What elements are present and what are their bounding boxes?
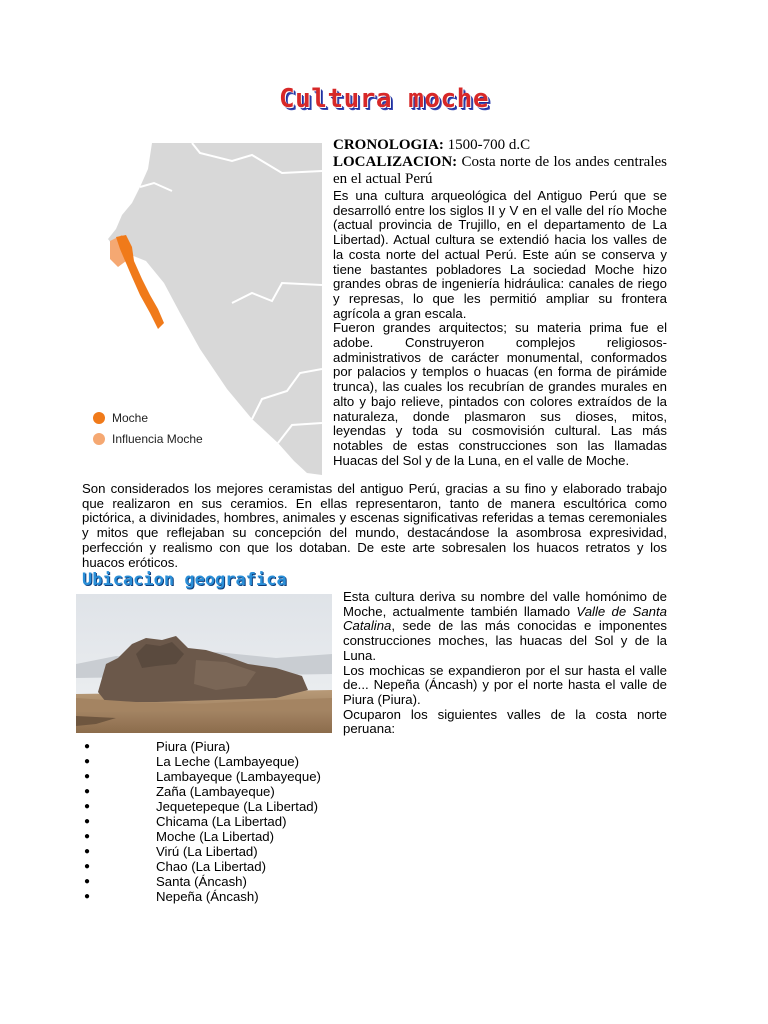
location-value: Costa norte de los andes centrales en el actual Perú <box>333 154 668 187</box>
bullet-icon: ● <box>84 756 91 767</box>
valley-name: Moche (La Libertad) <box>156 829 275 844</box>
valley-name: Piura (Piura) <box>156 739 231 754</box>
valley-name: Jequetepeque (La Libertad) <box>156 799 319 814</box>
geography-intro: Esta cultura deriva su nombre del valle homónimo de Moche, actualmente también llamado <box>343 589 667 619</box>
chronology-line <box>333 137 667 154</box>
geography-paragraph-3: Ocuparon los siguientes valles de la costa norte peruana: <box>343 706 667 737</box>
location-label: LOCALIZACION: <box>333 154 458 170</box>
legend-dot-influence <box>93 433 105 445</box>
geography-text <box>343 590 667 737</box>
bullet-icon: ● <box>84 861 91 872</box>
valley-name: Zaña (Lambayeque) <box>156 784 275 799</box>
bullet-icon: ● <box>84 801 91 812</box>
chronology-value: 1500-700 d.C <box>447 137 531 153</box>
list-item <box>82 739 402 754</box>
valley-name: Chao (La Libertad) <box>156 859 266 874</box>
valley-list <box>82 739 402 904</box>
legend-dot-moche <box>93 412 105 424</box>
huaca-photo-graphic <box>76 594 332 733</box>
intro-text <box>333 189 667 468</box>
valley-name: Nepeña (Áncash) <box>156 889 259 904</box>
legend-label-moche: Moche <box>112 411 149 425</box>
list-item <box>82 829 402 844</box>
valley-name: Santa (Áncash) <box>156 874 247 889</box>
paragraph-architecture: Fueron grandes arquitectos; su materia prima fue el adobe. Construyeron complejos religiosos-administrativos de carácter monumental, conformados por palacios y templos o huacas (en forma de pirámide trunca), las cuales los recubrían de grandes murales en alto y bajo relieve, pintados con colores extraídos de la naturaleza, donde plasmaron sus dioses, mitos, leyendas y toda su cosmovisión cultural. Las más notables de estas construcciones son las llamadas Huacas del Sol y de la Luna, en el valle de Moche. <box>333 320 667 468</box>
list-item <box>82 769 402 784</box>
peru-map-graphic <box>82 143 322 475</box>
valley-name: La Leche (Lambayeque) <box>156 754 299 769</box>
valley-name: Virú (La Libertad) <box>156 844 258 859</box>
geography-paragraph-1 <box>343 590 667 664</box>
list-item <box>82 784 402 799</box>
bullet-icon: ● <box>84 891 91 902</box>
huaca-photo <box>76 594 332 733</box>
moche-map <box>82 143 322 475</box>
section-title: Ubicacion geografica <box>82 570 287 590</box>
paragraph-ceramics: Son considerados los mejores ceramistas del antiguo Perú, gracias a su fino y elaborado trabajo que realizaron en sus ceramios. En ellas representaron, tanto de manera escultórica como pictórica, a divinidades, hombres, animales y escenas significativas referidas a temas ceremoniales y mitos que reflejaban su concepción del mundo, destacándose la asombrosa expresividad, perfección y realismo con que los dotaban. De este arte sobresalen los huacos retratos y los huacos eróticos. <box>82 481 667 570</box>
list-item <box>82 754 402 769</box>
paragraph-origin: Es una cultura arqueológica del Antiguo Perú que se desarrolló entre los siglos II y V en el valle del río Moche (actual provincia de Trujillo, en el departamento de La Libertad). Actual cultura se extendió hacia los valles de la costa norte del actual Perú. Este aún se conserva y tiene bastantes pobladores La sociedad Moche hizo grandes obras de ingeniería hidráulica: canales de riego y represas, lo que les permitió ampliar su frontera agrícola a gran escala. <box>333 188 667 321</box>
valley-name: Lambayeque (Lambayeque) <box>156 769 321 784</box>
document-title: Cultura moche <box>279 84 489 114</box>
bullet-icon: ● <box>84 876 91 887</box>
list-item <box>82 889 402 904</box>
list-item <box>82 859 402 874</box>
list-item <box>82 814 402 829</box>
valley-name: Chicama (La Libertad) <box>156 814 287 829</box>
list-item <box>82 799 402 814</box>
list-item <box>82 844 402 859</box>
geography-paragraph-2: Los mochicas se expandieron por el sur hasta el valle de... Nepeña (Áncash) y por el norte hasta el valle de Piura (Piura). <box>343 662 667 707</box>
geography-valley-name: Valle de Santa Catalina <box>343 603 667 634</box>
chronology-label: CRONOLOGIA: <box>333 137 444 153</box>
bullet-icon: ● <box>84 816 91 827</box>
location-line <box>333 154 667 188</box>
list-item <box>82 874 402 889</box>
bullet-icon: ● <box>84 786 91 797</box>
bullet-icon: ● <box>84 771 91 782</box>
bullet-icon: ● <box>84 831 91 842</box>
bullet-icon: ● <box>84 846 91 857</box>
geography-rest: , sede de las más conocidas e imponentes construcciones moches, las huacas del Sol y de la Luna. <box>343 618 667 663</box>
legend-label-influence: Influencia Moche <box>112 432 203 446</box>
bullet-icon: ● <box>84 741 91 752</box>
